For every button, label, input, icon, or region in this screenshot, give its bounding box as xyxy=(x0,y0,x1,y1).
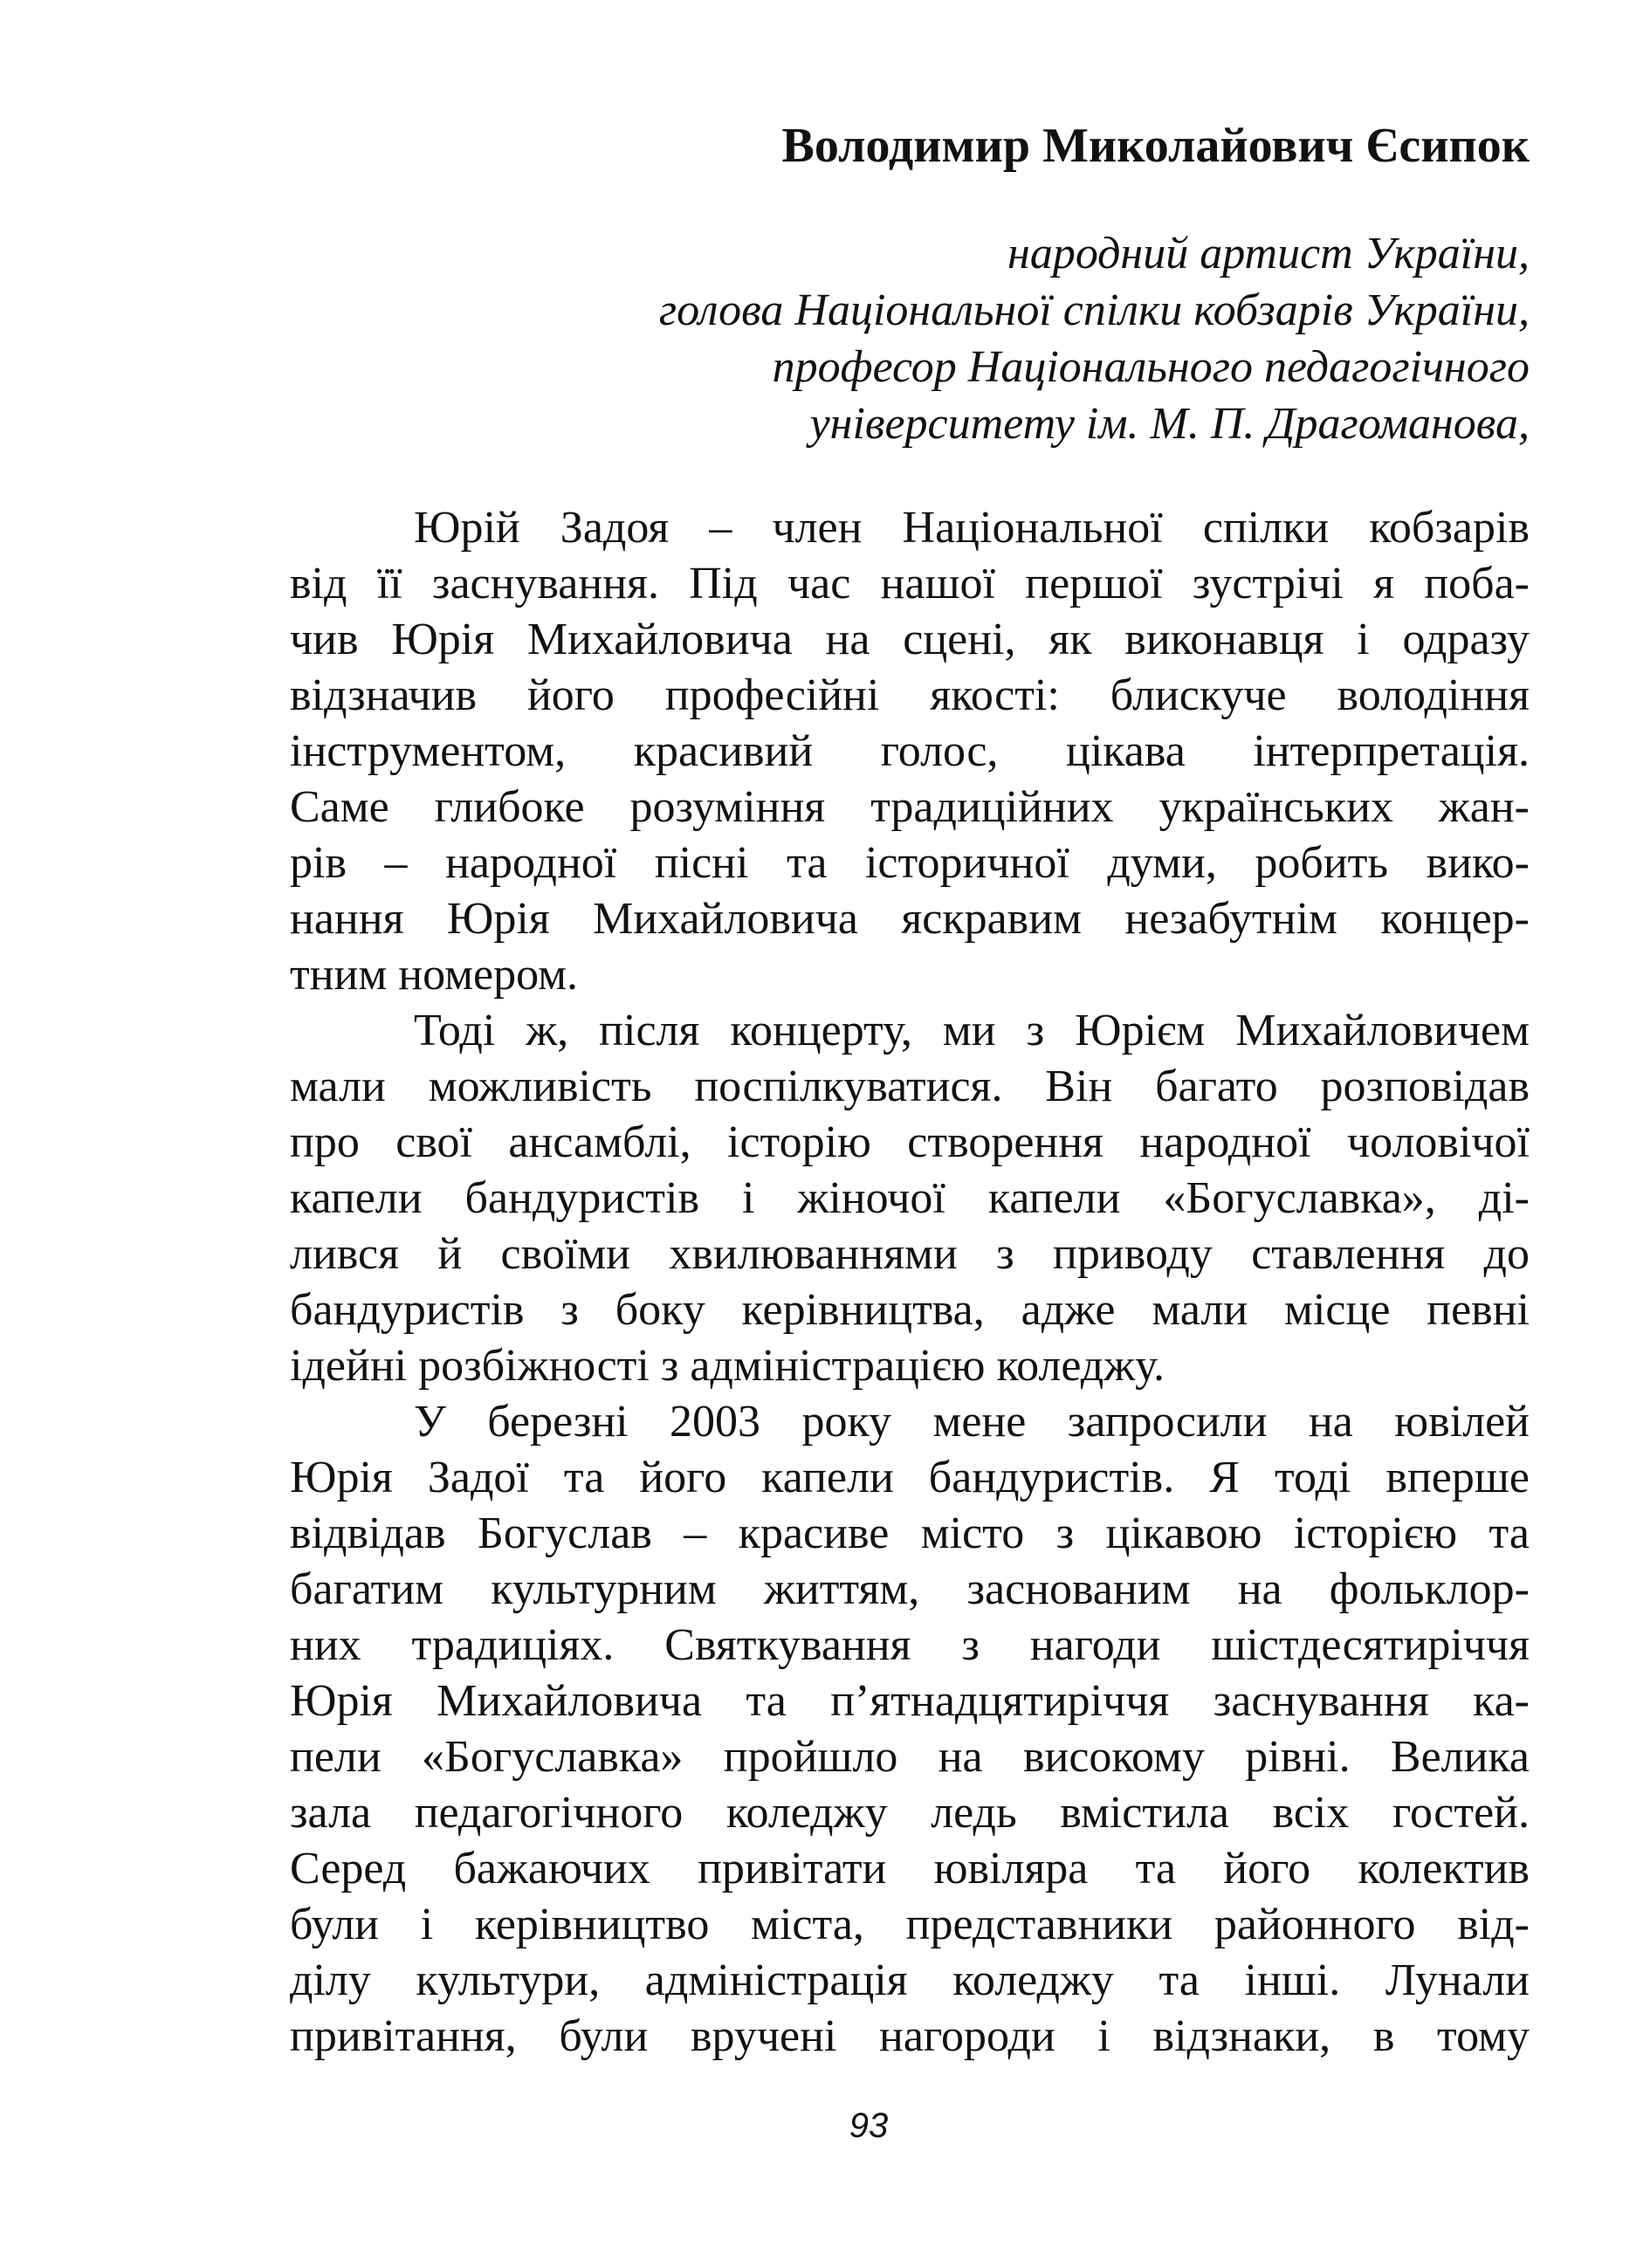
text-line: пели «Богуславка» пройшло на високому рівні. Велика xyxy=(290,1732,1530,1782)
text-line: зала педагогічного коледжу ледь вмістила всіх гостей. xyxy=(290,1788,1530,1838)
affiliation-line: професор Національного педагогічного xyxy=(772,342,1530,392)
affiliation-line: народний артист України, xyxy=(1007,229,1530,278)
text-line: Тоді ж, після концерту, ми з Юрієм Михайловичем xyxy=(414,1006,1530,1055)
text-line: ідейні розбіжності з адміністрацією коледжу. xyxy=(290,1341,1165,1391)
text-line: чив Юрія Михайловича на сцені, як виконавця і одразу xyxy=(290,615,1530,664)
affiliation-line: голова Національної спілки кобзарів України, xyxy=(658,285,1530,335)
text-line: привітання, були вручені нагороди і відзнаки, в тому xyxy=(290,2011,1530,2061)
body-text xyxy=(290,500,1530,2065)
text-line: Саме глибоке розуміння традиційних українських жан- xyxy=(290,782,1530,832)
author-affiliation xyxy=(395,225,1530,452)
text-line: були і керівництво міста, представники районного від- xyxy=(290,1900,1530,1949)
text-line: Юрій Задоя – член Національної спілки кобзарів xyxy=(414,503,1530,553)
text-line: них традиціях. Святкування з нагоди шістдесятиріччя xyxy=(290,1620,1530,1670)
text-line: бандуристів з боку керівництва, адже мали місце певні xyxy=(290,1285,1530,1335)
text-line: рів – народної пісні та історичної думи, робить вико- xyxy=(290,838,1530,888)
text-line: відзначив його професійні якості: блискуче володіння xyxy=(290,670,1530,720)
page-number: 93 xyxy=(849,2106,889,2145)
text-line: Юрія Задої та його капели бандуристів. Я тоді вперше xyxy=(290,1453,1530,1502)
text-line: капели бандуристів і жіночої капели «Богуславка», ді- xyxy=(290,1173,1530,1223)
affiliation-line: університету ім. М. П. Драгоманова, xyxy=(809,399,1530,449)
text-line: інструментом, красивий голос, цікава інтерпретація. xyxy=(290,726,1530,776)
text-line: багатим культурним життям, заснованим на фольклор- xyxy=(290,1564,1530,1614)
author-name: Володимир Миколайович Єсипок xyxy=(781,119,1530,173)
paragraph-1 xyxy=(290,500,1530,1003)
text-line: ділу культури, адміністрація коледжу та інші. Лунали xyxy=(290,1955,1530,2005)
paragraph-3 xyxy=(290,1394,1530,2065)
text-line: У березні 2003 року мене запросили на ювілей xyxy=(414,1397,1530,1447)
text-line: від її заснування. Під час нашої першої зустрічі я поба- xyxy=(290,559,1530,608)
paragraph-2 xyxy=(290,1003,1530,1394)
text-line: мали можливість поспілкуватися. Він багато розповідав xyxy=(290,1062,1530,1111)
text-line: Юрія Михайловича та п’ятнадцятиріччя заснування ка- xyxy=(290,1676,1530,1726)
text-line: тним номером. xyxy=(290,950,579,1000)
text-line: Серед бажаючих привітати ювіляра та його колектив xyxy=(290,1844,1530,1893)
text-line: нання Юрія Михайловича яскравим незабутнім концер- xyxy=(290,894,1530,944)
text-line: про свої ансамблі, історію створення народної чоловічої xyxy=(290,1117,1530,1167)
text-line: лився й своїми хвилюваннями з приводу ставлення до xyxy=(290,1229,1530,1279)
text-line: відвідав Богуслав – красиве місто з цікавою історією та xyxy=(290,1509,1530,1558)
